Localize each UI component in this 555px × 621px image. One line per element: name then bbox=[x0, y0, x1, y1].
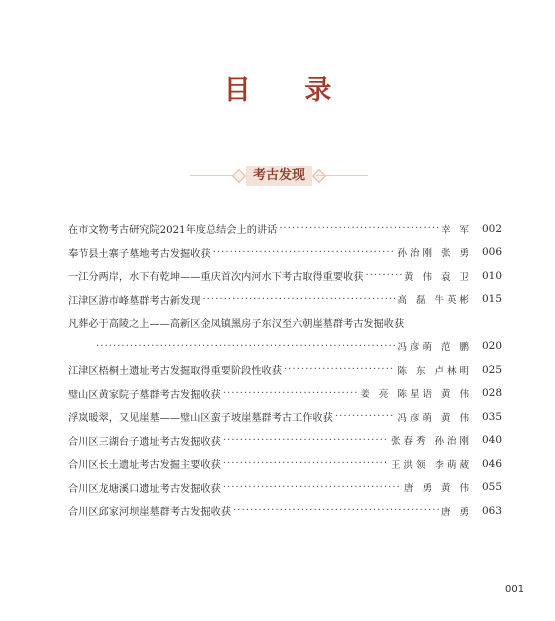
toc-entry-author: 陈 东 卢林明 bbox=[397, 365, 472, 377]
toc-entry-author: 孙治刚 张 勇 bbox=[397, 248, 472, 260]
toc-leader-dots bbox=[233, 505, 439, 516]
toc-leader-dots bbox=[96, 341, 395, 352]
toc-entry-title: 浮岚暖翠，又见崖墓——璧山区蛮子坡崖墓群考古工作收获 bbox=[68, 413, 333, 425]
toc-entry[interactable] bbox=[68, 358, 502, 382]
page-number: 001 bbox=[505, 584, 525, 595]
toc-entry[interactable] bbox=[68, 241, 502, 265]
toc-entry-title: 合川区龙塘溪口遗址考古发掘收获 bbox=[68, 483, 221, 495]
toc-entry[interactable] bbox=[68, 405, 502, 429]
toc-leader-dots bbox=[223, 388, 359, 399]
banner-line-right bbox=[316, 175, 368, 176]
toc-entry-title: 璧山区黄家院子墓群考古发掘收获 bbox=[68, 389, 221, 401]
toc-entry[interactable] bbox=[68, 499, 502, 523]
toc-entry[interactable] bbox=[68, 429, 502, 453]
toc-entry-author: 冯彦萌 黄 伟 bbox=[397, 412, 472, 424]
toc-entry[interactable] bbox=[68, 217, 502, 241]
toc-leader-dots bbox=[223, 458, 389, 469]
toc-leader-dots bbox=[223, 482, 402, 493]
toc-entry-title: 江津区梧桐土遗址考古发掘取得重要阶段性收获 bbox=[68, 366, 282, 378]
banner-ornament-right-icon bbox=[312, 169, 326, 183]
toc-entry-continuation[interactable] bbox=[68, 335, 502, 359]
toc-entry-title: 凡葬必于高陵之上——高新区金凤镇黑房子东汉至六朝崖墓群考古发掘收获 bbox=[68, 319, 405, 331]
toc-entry-title: 在市文物考古研究院2021年度总结会上的讲话 bbox=[68, 225, 278, 237]
toc-entry-author: 高 磊 牛英彬 bbox=[397, 295, 472, 307]
toc-entry-page: 063 bbox=[481, 504, 502, 517]
toc-entry-title: 合川区邱家河坝崖墓群考古发掘收获 bbox=[68, 507, 231, 519]
toc-entry-page: 010 bbox=[481, 269, 502, 282]
toc-leader-dots bbox=[284, 364, 396, 375]
toc-entry-title: 一江分两岸，水下有乾坤——重庆首次内河水下考古取得重要收获 bbox=[68, 272, 364, 284]
toc-leader-dots bbox=[202, 294, 395, 305]
toc-entry-page: 002 bbox=[481, 222, 502, 235]
toc-leader-dots bbox=[223, 435, 389, 446]
toc-entry-author: 黄 伟 袁 卫 bbox=[403, 271, 472, 283]
toc-entry-author: 幸 军 bbox=[440, 224, 472, 236]
toc-leader-dots bbox=[365, 270, 402, 281]
toc-entry-author: 姜 亮 陈星语 黄 伟 bbox=[360, 389, 472, 401]
section-banner bbox=[190, 163, 368, 189]
toc-entry[interactable] bbox=[68, 288, 502, 312]
table-of-contents bbox=[68, 217, 502, 523]
toc-leader-dots bbox=[335, 411, 396, 422]
toc-leader-dots bbox=[279, 223, 439, 234]
toc-leader-dots bbox=[213, 247, 396, 258]
toc-entry-title: 奉节县土寨子墓地考古发掘收获 bbox=[68, 248, 211, 260]
toc-entry-author: 冯彦萌 范 鹏 bbox=[397, 342, 472, 354]
banner-ornament-left-icon bbox=[232, 169, 246, 183]
toc-entry-page: 035 bbox=[481, 410, 502, 423]
toc-entry[interactable] bbox=[68, 382, 502, 406]
toc-entry[interactable] bbox=[68, 264, 502, 288]
toc-entry-title: 江津区游市峰墓群考古新发现 bbox=[68, 295, 201, 307]
toc-entry-author: 唐 勇 bbox=[440, 506, 472, 518]
toc-entry-page: 046 bbox=[481, 457, 502, 470]
toc-entry[interactable] bbox=[68, 311, 502, 335]
toc-entry-author: 唐 勇 黄 伟 bbox=[403, 483, 472, 495]
section-heading: 考古发现 bbox=[246, 166, 312, 186]
toc-entry-page: 006 bbox=[481, 246, 502, 259]
page-title: 目 录 bbox=[223, 75, 354, 106]
toc-entry-page: 025 bbox=[481, 363, 502, 376]
toc-entry-page: 028 bbox=[481, 387, 502, 400]
toc-entry-page: 055 bbox=[481, 481, 502, 494]
toc-entry-title: 合川区三湖台子遗址考古发掘收获 bbox=[68, 436, 221, 448]
toc-entry-title: 合川区长土遗址考古发掘主要收获 bbox=[68, 460, 221, 472]
toc-entry-page: 020 bbox=[481, 340, 502, 353]
toc-entry[interactable] bbox=[68, 452, 502, 476]
toc-entry[interactable] bbox=[68, 476, 502, 500]
toc-entry-page: 040 bbox=[481, 434, 502, 447]
toc-entry-page: 015 bbox=[481, 293, 502, 306]
toc-entry-author: 王洪领 李萌葳 bbox=[390, 459, 472, 471]
toc-entry-author: 张春秀 孙治刚 bbox=[390, 436, 472, 448]
